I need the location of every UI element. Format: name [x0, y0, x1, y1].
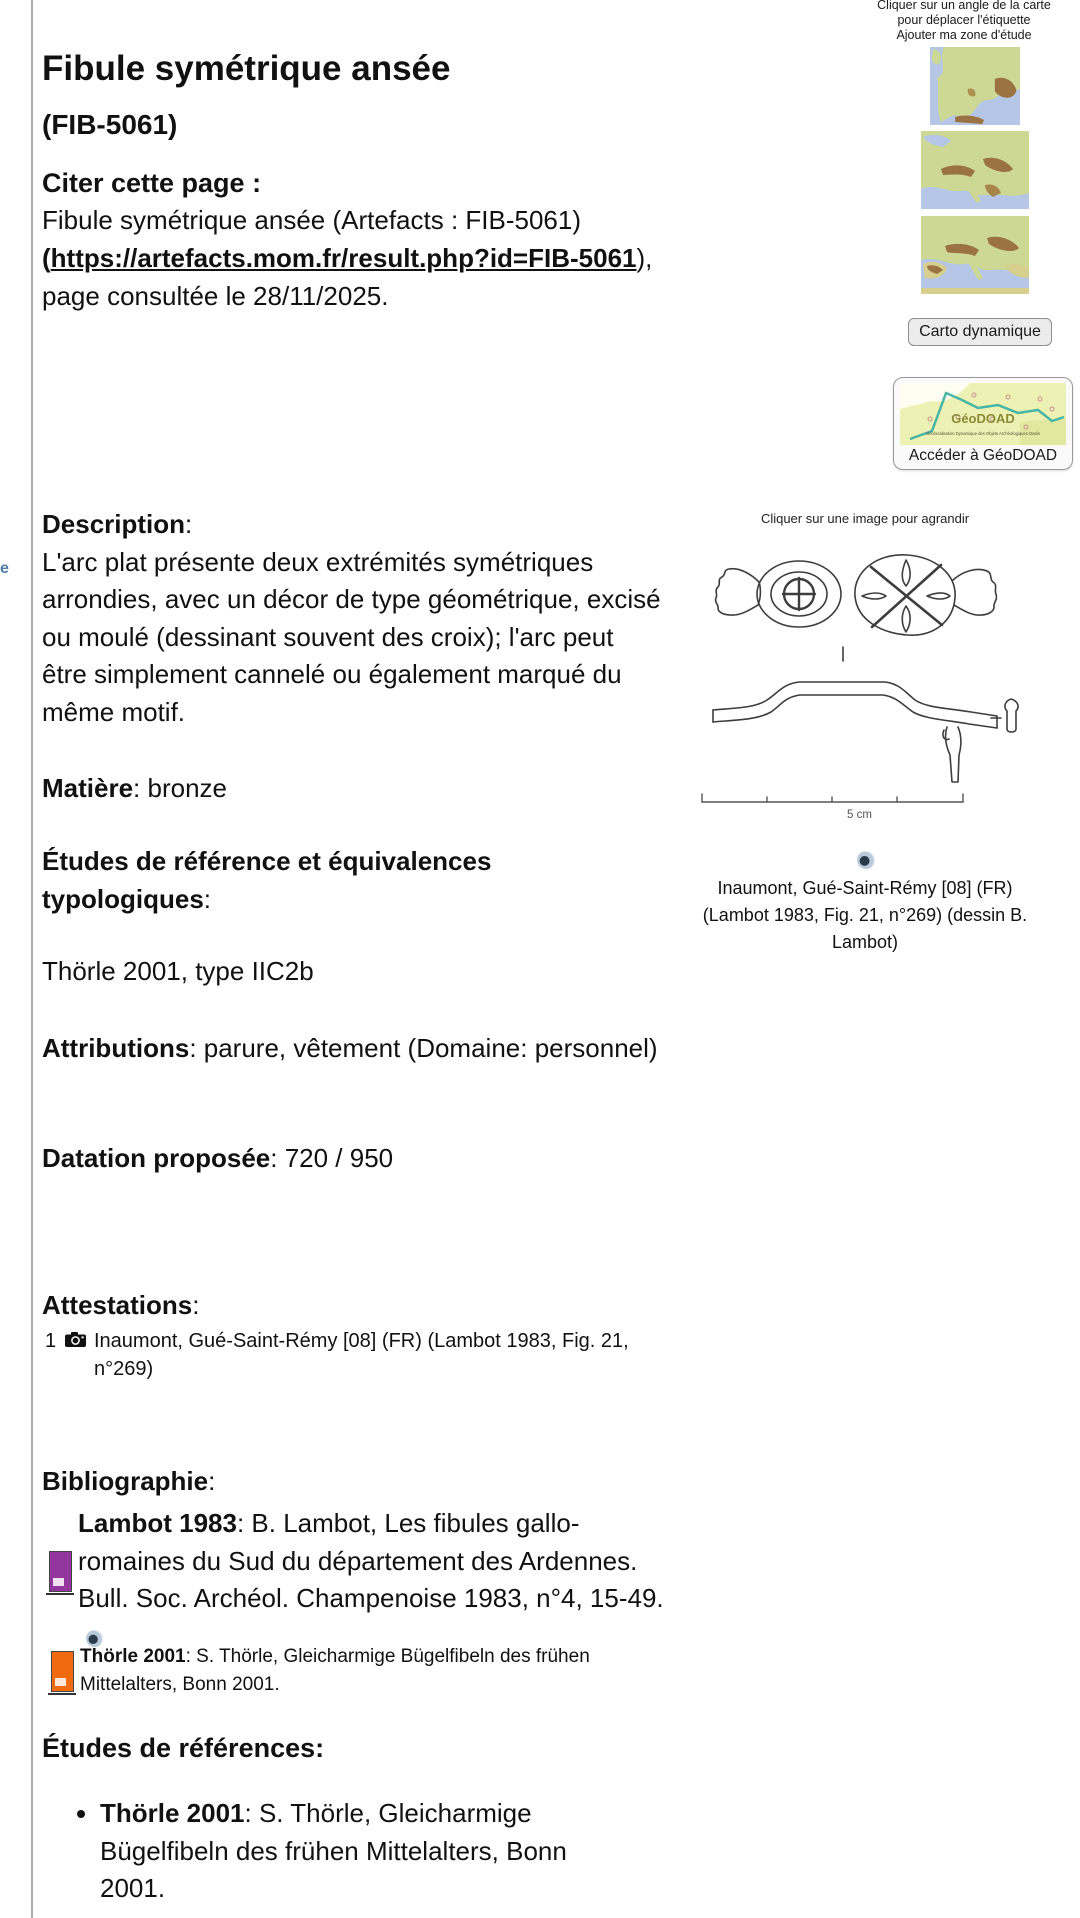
citation-line3: page consultée le 28/11/2025.	[42, 281, 389, 311]
section-etudes-value: Thörle 2001, type IIC2b	[42, 956, 314, 986]
section-matiere: Matière: bronze	[42, 773, 227, 803]
citation-block	[42, 201, 762, 315]
geodoad-button[interactable]	[893, 377, 1073, 470]
bibliography-entry-text: Thörle 2001: S. Thörle, Gleicharmige Bügelfibeln des frühen Mittelalters, Bonn 2001.	[80, 1646, 590, 1695]
bibliography-entry-text: Lambot 1983: B. Lambot, Les fibules gallo-romaines du Sud du département des Ardennes. Bull. Soc. Archéol. Champenoise 1983, n°4, 15-49.	[78, 1505, 668, 1655]
scale-bar-label: 5 cm	[847, 809, 872, 821]
etudes-ref-list	[42, 1795, 600, 1908]
book-cover-thumbnail[interactable]	[51, 1651, 74, 1692]
record-url-link[interactable]: https://artefacts.mom.fr/result.php?id=FIB-5061	[50, 243, 637, 273]
figure-photo-icon[interactable]	[857, 851, 875, 869]
geodoad-map-image	[900, 383, 1066, 445]
fibula-drawing-image[interactable]	[695, 550, 1025, 832]
bibliography-entry	[50, 1505, 668, 1655]
record-id: (FIB-5061)	[42, 109, 178, 140]
cite-heading: Citer cette page :	[42, 168, 262, 198]
section-bibliographie-label: Bibliographie:	[42, 1466, 216, 1496]
book-cover-thumbnail[interactable]	[49, 1551, 72, 1592]
bibliography-entry	[50, 1643, 650, 1699]
page-title: Fibule symétrique ansée	[42, 49, 451, 88]
section-attestations-label: Attestations:	[42, 1290, 200, 1320]
attestation-number: 1	[45, 1330, 57, 1352]
geodoad-logo-text: GéoDOAD	[951, 411, 1015, 426]
figure-caption: Inaumont, Gué-Saint-Rémy [08] (FR) (Lambot 1983, Fig. 21, n°269) (dessin B. Lambot)	[702, 878, 1028, 952]
section-description	[42, 506, 664, 731]
description-label-line: Description:	[42, 509, 193, 539]
side-tab-fragment[interactable]: e	[0, 560, 9, 577]
citation-line1: Fibule symétrique ansée (Artefacts : FIB-5061)	[42, 205, 582, 235]
carto-dynamique-button[interactable]: Carto dynamique	[908, 318, 1052, 346]
camera-icon	[65, 1332, 86, 1347]
section-attributions: Attributions: parure, vêtement (Domaine: personnel)	[42, 1033, 658, 1063]
attestation-list-item	[45, 1327, 646, 1383]
geodoad-button-label: Accéder à GéoDOAD	[908, 447, 1058, 464]
map-panel-note: Cliquer sur un angle de la carte pour déplacer l'étiquette Ajouter ma zone d'étude	[877, 0, 1051, 42]
etudes-ref-item: • Thörle 2001: S. Thörle, Gleicharmige Bügelfibeln des frühen Mittelalters, Bonn 2001.	[100, 1795, 600, 1908]
content-left-border	[31, 0, 33, 1918]
map-thumbnail-europe-central[interactable]	[921, 131, 1029, 209]
map-thumbnail-france[interactable]	[930, 47, 1020, 125]
citation-line2: (https://artefacts.mom.fr/result.php?id=FIB-5061),	[42, 243, 653, 273]
section-etudes-ref-label: Études de références:	[42, 1733, 325, 1763]
section-datation: Datation proposée: 720 / 950	[42, 1143, 394, 1173]
geodoad-subtitle-text: Géolocalisation Dynamique des Objets Archéologiques Datés	[925, 431, 1041, 436]
attestation-text[interactable]: Inaumont, Gué-Saint-Rémy [08] (FR) (Lambot 1983, Fig. 21, n°269)	[94, 1330, 629, 1380]
map-thumbnail-europe-full[interactable]	[921, 216, 1029, 294]
figure-enlarge-hint: Cliquer sur une image pour agrandir	[760, 511, 970, 526]
description-text: L'arc plat présente deux extrémités symétriques arrondies, avec un décor de type géométrique, excisé ou moulé (dessinant souvent des croix); l'arc peut être simplement cannelé ou également marqué du même motif.	[42, 546, 661, 727]
section-etudes-label: Études de référence et équivalences typologiques:	[42, 846, 492, 914]
